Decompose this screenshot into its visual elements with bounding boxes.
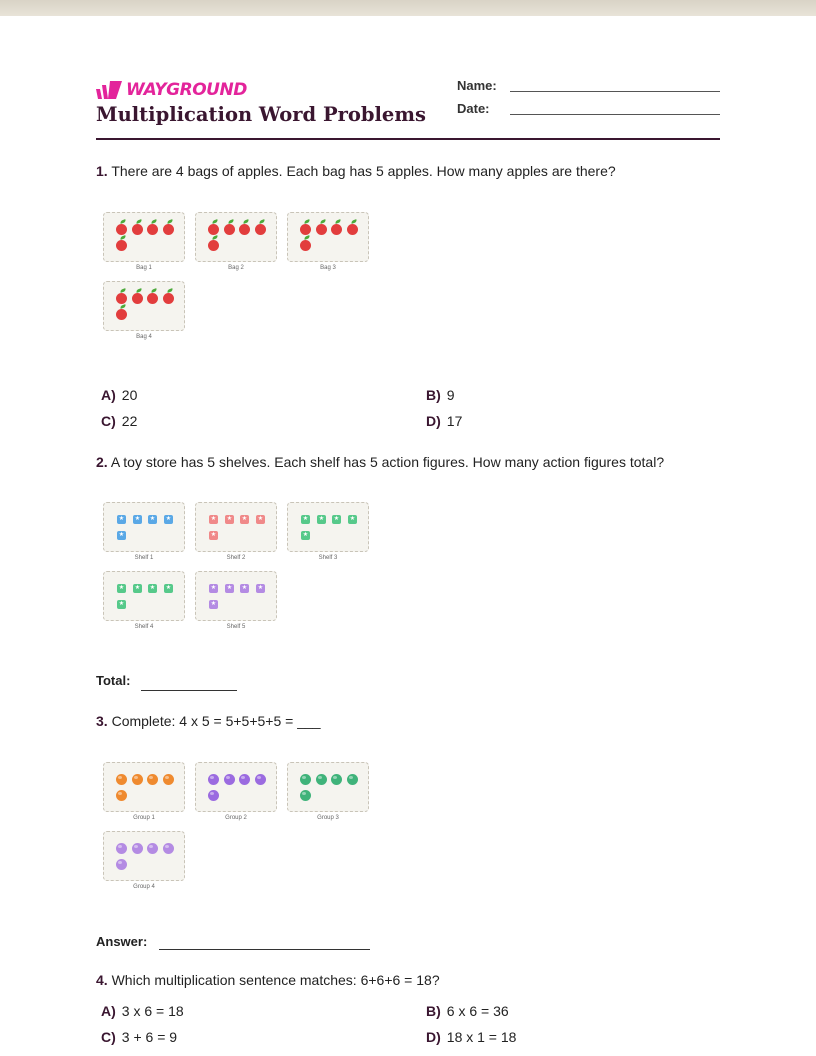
question-number: 4.	[96, 972, 108, 988]
date-field[interactable]	[510, 114, 720, 115]
star-toy-icon: ★	[165, 516, 172, 522]
total-answer-field[interactable]	[141, 690, 237, 691]
shelf-label: Shelf 1	[134, 555, 154, 561]
bag-label: Bag 2	[228, 265, 244, 271]
star-toy-icon: ★	[318, 516, 325, 522]
star-toy-icon: ★	[257, 516, 264, 522]
ball-icon	[147, 774, 158, 785]
apple-icon	[208, 240, 219, 251]
wayground-logo-icon	[96, 81, 122, 99]
apple-icon	[208, 224, 219, 235]
group-box	[103, 762, 185, 812]
group-label: Group 3	[317, 815, 339, 821]
apple-icon	[163, 293, 174, 304]
option-c[interactable]	[101, 413, 137, 429]
shelf-box	[103, 502, 185, 552]
option-letter: C)	[101, 413, 116, 429]
name-field[interactable]	[510, 91, 720, 92]
option-b[interactable]	[426, 387, 455, 403]
star-toy-icon: ★	[118, 516, 125, 522]
star-toy-icon: ★	[349, 516, 356, 522]
option-d[interactable]	[426, 1029, 516, 1045]
option-text: 22	[121, 413, 138, 429]
option-text: 9	[446, 387, 455, 403]
window-top-bar	[0, 0, 816, 16]
bag-box	[103, 212, 185, 262]
apple-icon	[132, 224, 143, 235]
option-a[interactable]	[101, 387, 137, 403]
ball-icon	[132, 843, 143, 854]
question-text: Complete: 4 x 5 = 5+5+5+5 = ___	[111, 713, 321, 729]
ball-icon	[300, 774, 311, 785]
shelf-box	[287, 502, 369, 552]
apple-icon	[147, 224, 158, 235]
star-toy-icon: ★	[210, 601, 217, 607]
question-text: There are 4 bags of apples. Each bag has 5 apples. How many apples are there?	[111, 163, 616, 179]
bag-label: Bag 4	[136, 334, 152, 340]
option-text: 3 x 6 = 18	[121, 1003, 184, 1019]
option-a[interactable]	[101, 1003, 184, 1019]
group-box	[195, 762, 277, 812]
total-label: Total:	[96, 673, 131, 688]
option-letter: A)	[101, 1003, 116, 1019]
apple-icon	[116, 293, 127, 304]
group-box	[287, 762, 369, 812]
apple-icon	[239, 224, 250, 235]
brand-name: WAYGROUND	[126, 80, 247, 100]
apple-icon	[163, 224, 174, 235]
star-toy-icon: ★	[134, 585, 141, 591]
star-toy-icon: ★	[210, 585, 217, 591]
star-toy-icon: ★	[241, 585, 248, 591]
ball-icon	[347, 774, 358, 785]
option-text: 20	[121, 387, 138, 403]
star-toy-icon: ★	[118, 532, 125, 538]
shelf-box	[195, 502, 277, 552]
star-toy-icon: ★	[333, 516, 340, 522]
apple-icon	[331, 224, 342, 235]
apple-icon	[255, 224, 266, 235]
apple-icon	[300, 240, 311, 251]
option-text: 6 x 6 = 36	[446, 1003, 509, 1019]
page-title: Multiplication Word Problems	[96, 103, 426, 126]
shelf-label: Shelf 2	[226, 555, 246, 561]
ball-icon	[316, 774, 327, 785]
header-divider	[96, 138, 720, 140]
apple-icon	[347, 224, 358, 235]
option-letter: A)	[101, 387, 116, 403]
question-3	[96, 713, 321, 729]
option-letter: B)	[426, 387, 441, 403]
star-toy-icon: ★	[257, 585, 264, 591]
apple-icon	[147, 293, 158, 304]
shelf-label: Shelf 5	[226, 624, 246, 630]
bag-box	[103, 281, 185, 331]
name-label: Name:	[457, 78, 497, 93]
question-2	[96, 454, 664, 470]
option-d[interactable]	[426, 413, 462, 429]
star-toy-icon: ★	[302, 532, 309, 538]
star-toy-icon: ★	[134, 516, 141, 522]
ball-icon	[116, 774, 127, 785]
apple-icon	[224, 224, 235, 235]
bag-box	[195, 212, 277, 262]
shelf-label: Shelf 3	[318, 555, 338, 561]
ball-icon	[300, 790, 311, 801]
apple-icon	[316, 224, 327, 235]
option-text: 18 x 1 = 18	[446, 1029, 517, 1045]
answer-field[interactable]	[159, 949, 370, 950]
apple-icon	[116, 224, 127, 235]
ball-icon	[208, 790, 219, 801]
ball-icon	[224, 774, 235, 785]
star-toy-icon: ★	[226, 585, 233, 591]
question-number: 3.	[96, 713, 108, 729]
apple-icon	[116, 240, 127, 251]
option-letter: D)	[426, 1029, 441, 1045]
question-number: 2.	[96, 454, 108, 470]
ball-icon	[255, 774, 266, 785]
ball-icon	[163, 843, 174, 854]
apple-icon	[300, 224, 311, 235]
star-toy-icon: ★	[210, 532, 217, 538]
group-label: Group 2	[225, 815, 247, 821]
star-toy-icon: ★	[149, 516, 156, 522]
apple-icon	[116, 309, 127, 320]
shelf-box	[195, 571, 277, 621]
group-label: Group 4	[133, 884, 155, 890]
question-text: Which multiplication sentence matches: 6+6+6 = 18?	[111, 972, 440, 988]
ball-icon	[208, 774, 219, 785]
star-toy-icon: ★	[226, 516, 233, 522]
apple-icon	[132, 293, 143, 304]
star-toy-icon: ★	[149, 585, 156, 591]
bag-label: Bag 3	[320, 265, 336, 271]
shelf-box	[103, 571, 185, 621]
question-number: 1.	[96, 163, 108, 179]
ball-icon	[132, 774, 143, 785]
ball-icon	[147, 843, 158, 854]
option-letter: D)	[426, 413, 441, 429]
star-toy-icon: ★	[165, 585, 172, 591]
bag-label: Bag 1	[136, 265, 152, 271]
group-box	[103, 831, 185, 881]
brand	[96, 80, 247, 100]
ball-icon	[116, 843, 127, 854]
question-text: A toy store has 5 shelves. Each shelf has 5 action figures. How many action figures total?	[110, 454, 665, 470]
star-toy-icon: ★	[118, 601, 125, 607]
ball-icon	[116, 790, 127, 801]
ball-icon	[331, 774, 342, 785]
shelf-label: Shelf 4	[134, 624, 154, 630]
star-toy-icon: ★	[241, 516, 248, 522]
star-toy-icon: ★	[118, 585, 125, 591]
ball-icon	[116, 859, 127, 870]
ball-icon	[163, 774, 174, 785]
option-letter: C)	[101, 1029, 116, 1045]
question-1	[96, 163, 616, 179]
star-toy-icon: ★	[302, 516, 309, 522]
option-text: 17	[446, 413, 463, 429]
option-letter: B)	[426, 1003, 441, 1019]
star-toy-icon: ★	[210, 516, 217, 522]
answer-label: Answer:	[96, 934, 148, 949]
option-c[interactable]	[101, 1029, 177, 1045]
group-label: Group 1	[133, 815, 155, 821]
question-4	[96, 972, 440, 988]
ball-icon	[239, 774, 250, 785]
option-text: 3 + 6 = 9	[121, 1029, 178, 1045]
option-b[interactable]	[426, 1003, 509, 1019]
bag-box	[287, 212, 369, 262]
date-label: Date:	[457, 101, 490, 116]
